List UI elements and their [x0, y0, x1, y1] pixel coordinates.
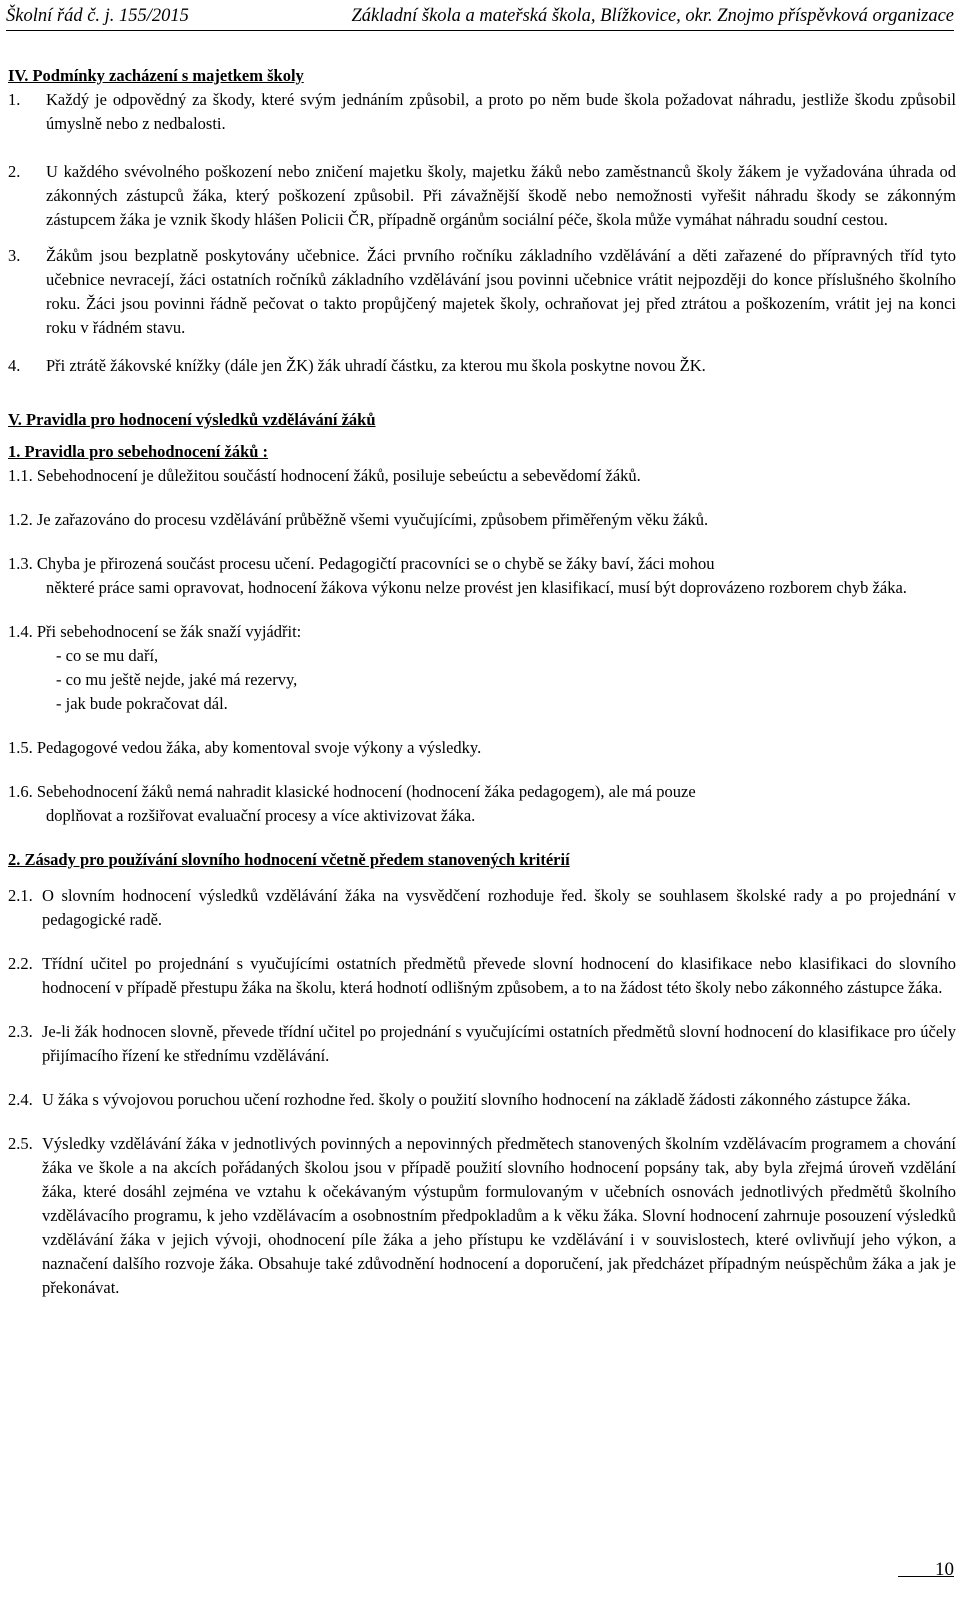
item-text: U žáka s vývojovou poruchou učení rozhodne řed. školy o použití slovního hodnocení na základě žádosti zákonného zástupce žáka.: [42, 1090, 911, 1109]
item-number: 4.: [8, 356, 21, 375]
paragraph-1-3: 1.3. Chyba je přirozená součást procesu učení. Pedagogičtí pracovníci se o chybě se žáky baví, žáci mohou: [8, 554, 715, 573]
dash-item: - co se mu daří,: [56, 646, 159, 665]
dash-item: - jak bude pokračovat dál.: [56, 694, 228, 713]
page-header: [6, 4, 954, 31]
document-body: [8, 64, 956, 1300]
page-number: 10: [935, 1559, 954, 1580]
paragraph-1-5: 1.5. Pedagogové vedou žáka, aby komentoval svoje výkony a výsledky.: [8, 738, 482, 757]
subsection-1-heading: 1. Pravidla pro sebehodnocení žáků :: [8, 442, 269, 461]
item-text: Při ztrátě žákovské knížky (dále jen ŽK) žák uhradí částku, za kterou mu škola poskytne novou ŽK.: [46, 356, 706, 375]
header-document-ref: Školní řád č. j. 155/2015: [6, 6, 189, 26]
paragraph-1-4: 1.4. Při sebehodnocení se žák snaží vyjádřit:: [8, 622, 302, 641]
subsection-2-item: [8, 1132, 956, 1300]
paragraph-1-6: 1.6. Sebehodnocení žáků nemá nahradit klasické hodnocení (hodnocení žáka pedagogem), ale má pouze: [8, 782, 696, 801]
item-number: 2.2.: [8, 954, 33, 973]
item-text: O slovním hodnocení výsledků vzdělávání žáka na vysvědčení rozhoduje řed. školy se souhlasem školské rady a po projednání v pedagogické radě.: [42, 886, 956, 929]
subsection-2-heading: 2. Zásady pro používání slovního hodnocení včetně předem stanovených kritérií: [8, 850, 570, 869]
header-school-name: Základní škola a mateřská škola, Blížkovice, okr. Znojmo příspěvková organizace: [351, 6, 954, 26]
item-number: 2.: [8, 162, 21, 181]
item-text: Každý je odpovědný za škody, které svým jednáním způsobil, a proto po něm bude škola požadovat náhradu, jestliže škodu způsobil úmyslně nebo z nedbalosti.: [46, 90, 956, 133]
section-5-heading: V. Pravidla pro hodnocení výsledků vzdělávání žáků: [8, 410, 376, 429]
item-number: 2.3.: [8, 1022, 33, 1041]
subsection-2-item: [8, 884, 956, 932]
subsection-2-item: [8, 952, 956, 1000]
item-number: 3.: [8, 246, 21, 265]
item-text: Je-li žák hodnocen slovně, převede třídní učitel po projednání s vyučujícími ostatních předmětů slovní hodnocení do klasifikace pro účely přijímacího řízení ke střednímu vzdělávání.: [42, 1022, 956, 1065]
subsection-2-item: [8, 1088, 956, 1112]
paragraph-1-6-continued: doplňovat a rozšiřovat evaluační procesy a více aktivizovat žáka.: [46, 806, 476, 825]
section-4-item: [8, 244, 956, 340]
dash-item: - co mu ještě nejde, jaké má rezervy,: [56, 670, 298, 689]
paragraph-1-1: 1.1. Sebehodnocení je důležitou součástí hodnocení žáků, posiluje sebeúctu a sebevědomí žáků.: [8, 466, 641, 485]
paragraph-1-3-continued: některé práce sami opravovat, hodnocení žákova výkonu nelze provést jen klasifikací, musí být doprovázeno rozborem chyb žáka.: [46, 578, 907, 597]
item-text: U každého svévolného poškození nebo zničení majetku školy, majetku žáků nebo zaměstnanců školy žákem je vyžadována úhrada od zákonných zástupců žáka, který poškození způsobil. Při závažnější škodě nebo nemožnosti vyřešit náhradu škody se zákonným zástupcem žáka je vznik škody hlášen Policii ČR, případně orgánům sociální péče, škola může vymáhat náhradu soudní cestou.: [46, 162, 956, 229]
item-number: 2.4.: [8, 1090, 33, 1109]
item-text: Žákům jsou bezplatně poskytovány učebnice. Žáci prvního ročníku základního vzdělávání a děti zařazené do přípravných tříd tyto učebnice nevracejí, žáci ostatních ročníků základního vzdělávání jsou povinni učebnice vrátit nejpozději do konce příslušného školního roku. Žáci jsou povinni řádně pečovat o takto propůjčený majetek školy, ochraňovat jej před ztrátou a poškozením, vrátit jej na konci roku v řádném stavu.: [46, 246, 956, 337]
item-text: Výsledky vzdělávání žáka v jednotlivých povinných a nepovinných předmětech stanovených školním vzdělávacím programem a chování žáka ve škole a na akcích pořádaných školou jsou v případě použití slovního hodnocení popsány tak, aby byla zřejmá úroveň vzdělání žáka, které dosáhl zejména ve vztahu k očekávaným výstupům formulovaným v učebních osnovách jednotlivých předmětů školního vzdělávacího programu, k jeho vzdělávacím a osobnostním předpokladům a k věku žáka. Slovní hodnocení zahrnuje posouzení výsledků vzdělávání žáka v jejich vývoji, ohodnocení píle žáka a jeho přístupu ke vzdělávání i v souvislostech, které ovlivňují jeho výkon, a naznačení dalšího rozvoje žáka. Obsahuje také zdůvodnění hodnocení a doporučení, jak předcházet případným neúspěchům žáka a jak je překonávat.: [42, 1134, 956, 1297]
item-number: 2.1.: [8, 886, 33, 905]
item-number: 1.: [8, 90, 21, 109]
paragraph-1-2: 1.2. Je zařazováno do procesu vzdělávání průběžně všemi vyučujícími, způsobem přiměřeným věku žáků.: [8, 510, 709, 529]
section-4-item: [8, 88, 956, 136]
section-4-heading: IV. Podmínky zacházení s majetkem školy: [8, 66, 304, 85]
item-number: 2.5.: [8, 1134, 33, 1153]
section-4-item: [8, 160, 956, 232]
item-text: Třídní učitel po projednání s vyučujícími ostatních předmětů převede slovní hodnocení do klasifikace nebo klasifikaci do slovního hodnocení v případě přestupu žáka na školu, která hodnotí odlišným způsobem, a to na žádost této školy nebo zákonného zástupce žáka.: [42, 954, 956, 997]
subsection-2-item: [8, 1020, 956, 1068]
section-4-item: [8, 354, 956, 378]
